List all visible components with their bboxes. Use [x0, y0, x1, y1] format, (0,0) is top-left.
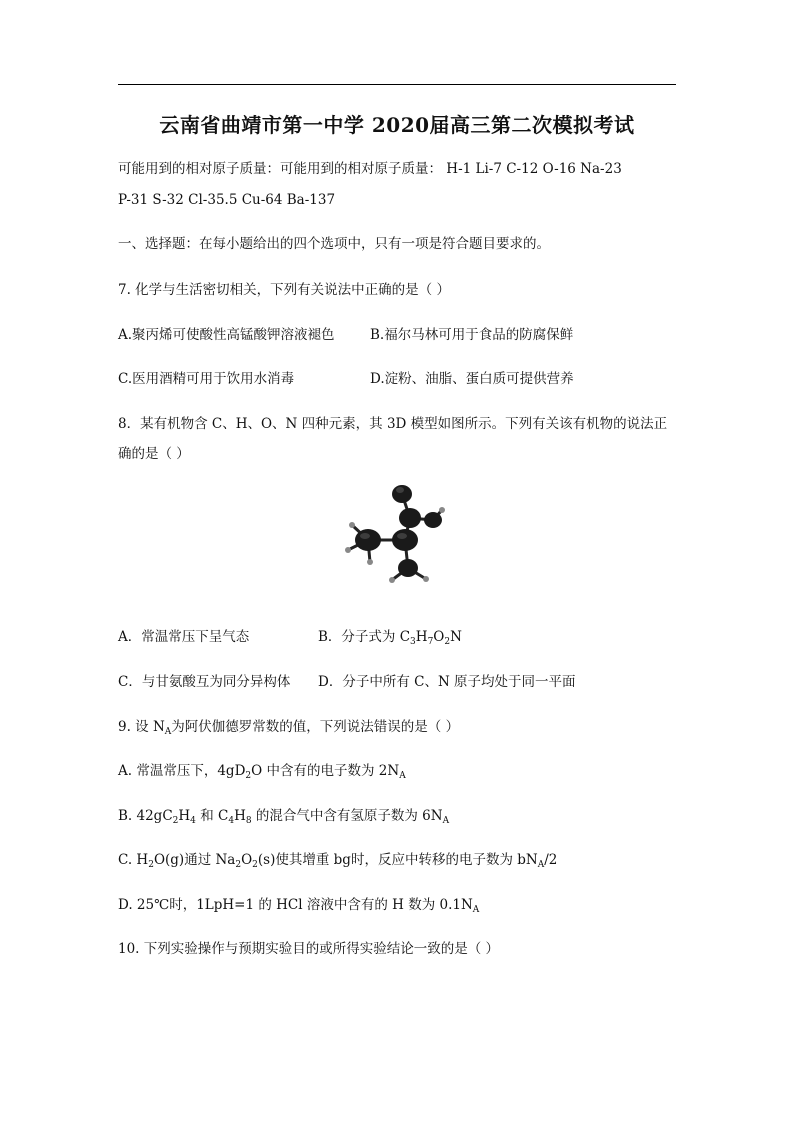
- q9-stem: 9. 设 $N_A$为阿伏伽德罗常数的值，下列说法错误的是（ ）: [118, 719, 460, 737]
- header-rule: [118, 84, 676, 85]
- q9-option-c: C. $H_2O(g)$通过 $Na_2O_2(s)$使其增重 bg时，反应中转移的电子数为 $bN_A/2$: [118, 852, 558, 870]
- q7-option-d: D.淀粉、油脂、蛋白质可提供营养: [370, 371, 574, 387]
- q9-option-d: D. 25℃时，1LpH=1 的 HCl 溶液中含有的 H 数为 $0.1N_A$: [118, 897, 480, 915]
- q8-option-a: A．常温常压下呈气态: [118, 629, 250, 645]
- page-title: 云南省曲靖市第一中学 2020届高三第二次模拟考试: [159, 113, 635, 137]
- q8-stem-line1: 8．某有机物含 C、H、O、N 四种元素，其 3D 模型如图所示。下列有关该有机物的说法正: [118, 416, 668, 432]
- q8-option-b: B．分子式为 $C_3H_7O_2N$: [318, 629, 462, 647]
- q10-stem: 10. 下列实验操作与预期实验目的或所得实验结论一致的是（ ）: [118, 941, 500, 957]
- molecule-3d-model-image: [330, 480, 470, 590]
- q7-stem: 7. 化学与生活密切相关，下列有关说法中正确的是（ ）: [118, 282, 450, 298]
- q7-option-c: C.医用酒精可用于饮用水消毒: [118, 371, 295, 387]
- q9-option-b: B. $42gC_2H_4$ 和 $C_4H_8$ 的混合气中含有氢原子数为 $6N_A$: [118, 808, 450, 826]
- atomic-mass-line2: P-31 S-32 Cl-35.5 Cu-64 Ba-137: [118, 192, 336, 208]
- q8-option-c: C．与甘氨酸互为同分异构体: [118, 674, 291, 690]
- q9-option-a: A. 常温常压下，$4gD_2O$ 中含有的电子数为 $2N_A$: [118, 763, 406, 781]
- q7-option-b: B.福尔马林可用于食品的防腐保鲜: [370, 327, 574, 343]
- atomic-mass-line1: 可能用到的相对原子质量：可能用到的相对原子质量： H-1 Li-7 C-12 O-16 Na-23: [118, 161, 622, 177]
- section-heading: 一、选择题：在每小题给出的四个选项中，只有一项是符合题目要求的。: [118, 236, 550, 252]
- q8-stem-line2: 确的是（ ）: [118, 446, 190, 462]
- q8-option-d: D．分子中所有 C、N 原子均处于同一平面: [318, 674, 576, 690]
- q7-option-a: A.聚丙烯可使酸性高锰酸钾溶液褪色: [118, 327, 335, 343]
